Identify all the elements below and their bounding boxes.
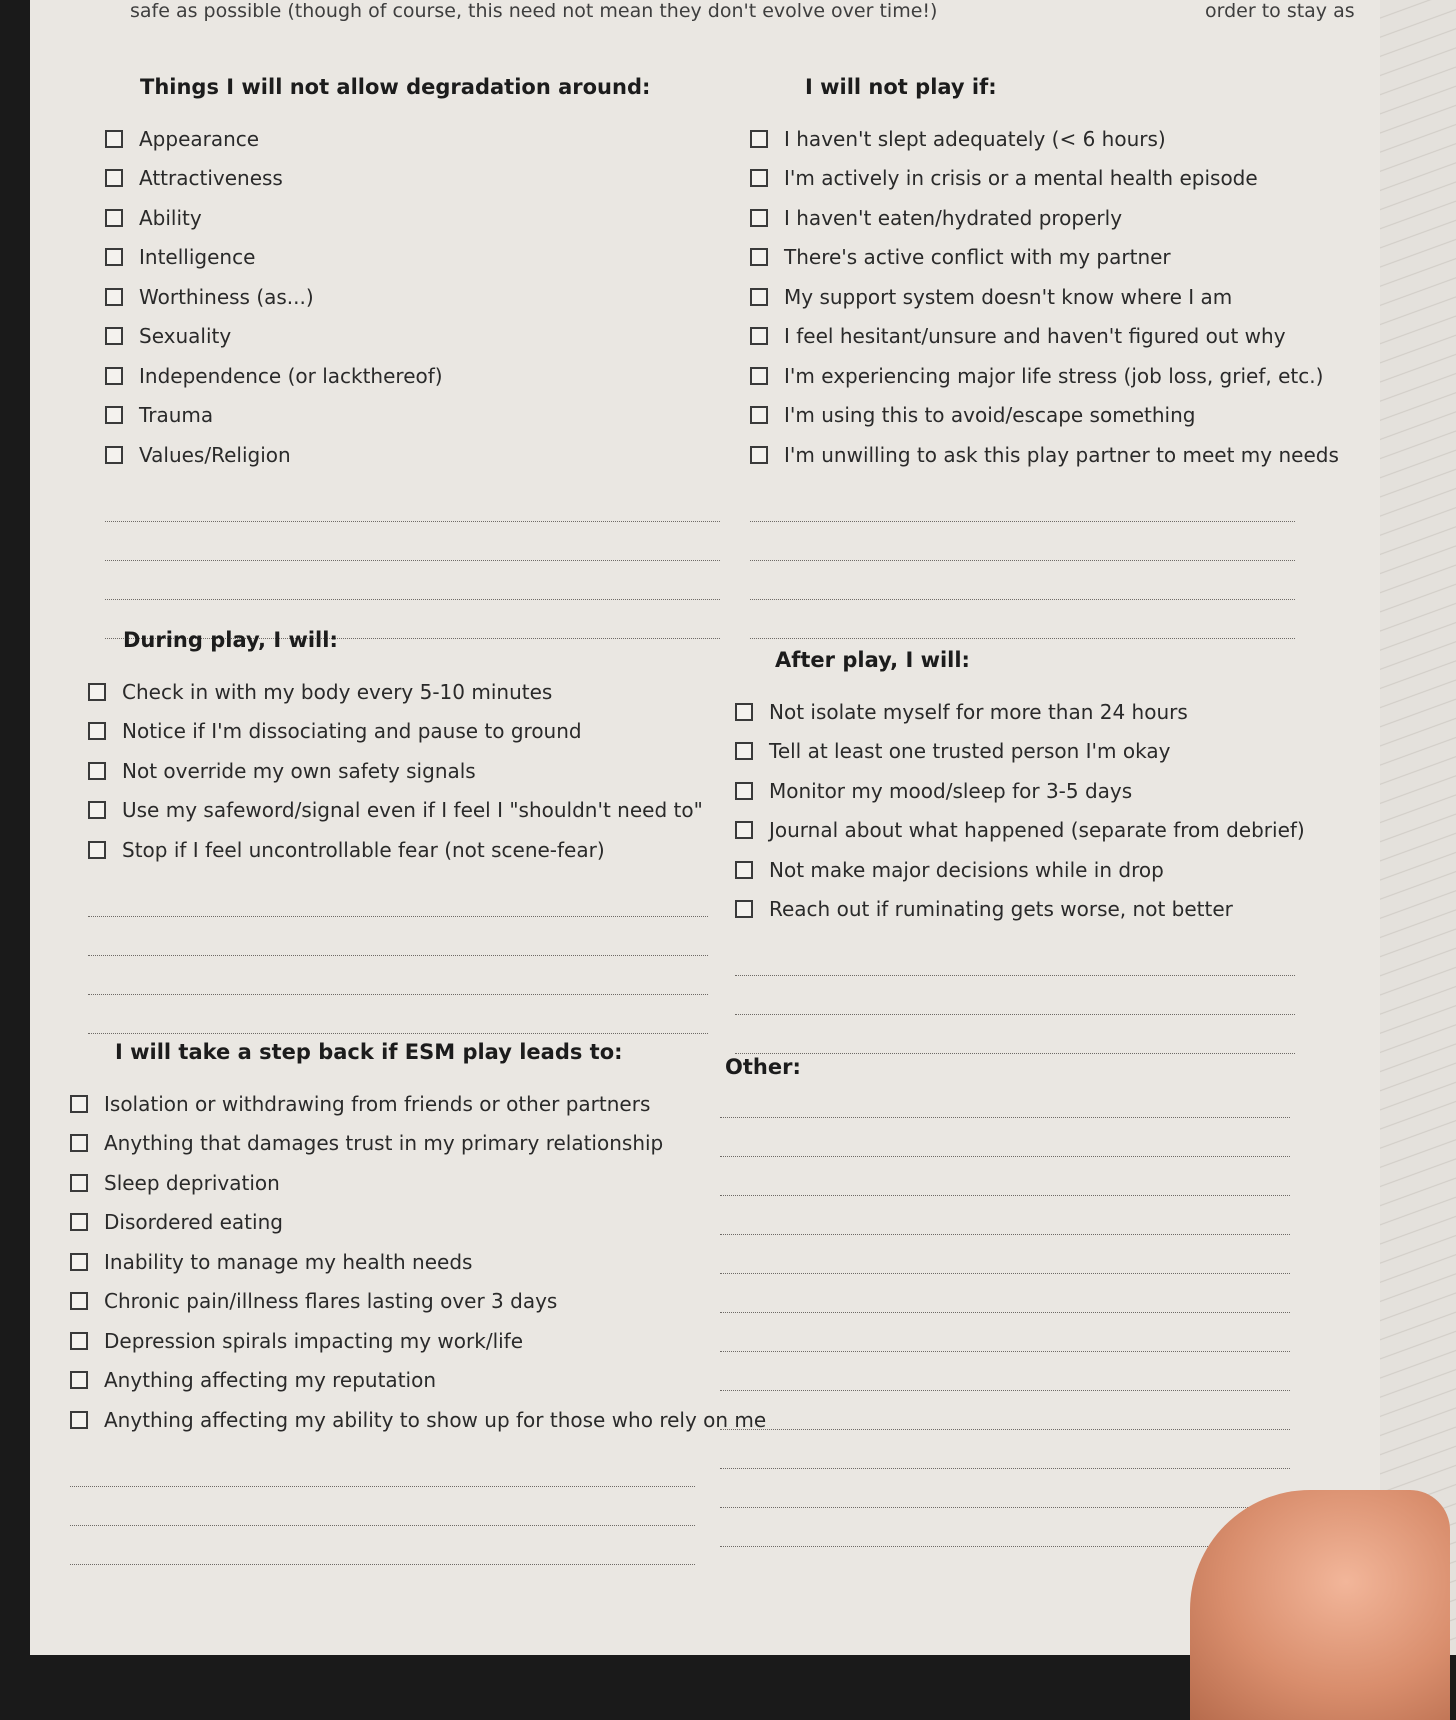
degradation-heading: Things I will not allow degradation around: [140,75,651,99]
checkbox[interactable] [105,130,123,148]
blank-writing-line[interactable] [720,1430,1290,1469]
checkbox[interactable] [88,722,106,740]
checklist-item[interactable] [735,692,1295,732]
degradation-writing-lines [105,483,720,639]
checkbox[interactable] [88,801,106,819]
checklist-item[interactable] [105,435,720,475]
blank-writing-line[interactable] [720,1118,1290,1157]
blank-writing-line[interactable] [88,917,708,956]
checkbox[interactable] [70,1174,88,1192]
checklist-item[interactable] [750,119,1295,159]
step-back-writing-lines [70,1448,695,1565]
checkbox[interactable] [105,446,123,464]
blank-writing-line[interactable] [720,1235,1290,1274]
checklist-item-label: I haven't eaten/hydrated properly [784,205,1123,230]
checklist-item-label: Reach out if ruminating gets worse, not better [769,897,1233,922]
during-play-writing-lines [88,878,708,1034]
blank-writing-line[interactable] [70,1448,695,1487]
blank-writing-line[interactable] [750,600,1295,639]
blank-writing-line[interactable] [70,1526,695,1565]
checkbox[interactable] [105,327,123,345]
checklist-item-label: Journal about what happened (separate from debrief) [769,818,1305,843]
checklist-item[interactable] [70,1163,695,1203]
checkbox[interactable] [750,130,768,148]
blank-writing-line[interactable] [720,1469,1290,1508]
checklist-item[interactable] [750,435,1339,475]
checklist-item[interactable] [735,732,1295,772]
checklist-item-label: Chronic pain/illness flares lasting over 3 days [104,1289,558,1314]
checklist-item[interactable] [88,712,708,752]
checklist-item[interactable] [105,119,720,159]
blank-writing-line[interactable] [750,561,1295,600]
thumb [1190,1490,1450,1720]
top-right-fragment: order to stay as [1205,0,1355,22]
blank-writing-line[interactable] [720,1157,1290,1196]
checklist-item[interactable] [105,356,720,396]
checkbox[interactable] [750,327,768,345]
blank-writing-line[interactable] [735,976,1295,1015]
checklist-item-label: Not make major decisions while in drop [769,857,1164,882]
checklist-item-label: Sleep deprivation [104,1170,280,1195]
checklist-item-label: I'm using this to avoid/escape something [784,403,1196,428]
checklist-item[interactable] [750,277,1295,317]
degradation-section [105,75,720,639]
blank-writing-line[interactable] [750,483,1295,522]
checklist-item[interactable] [70,1242,695,1282]
checkbox[interactable] [735,782,753,800]
checklist-item[interactable] [70,1361,695,1401]
not-play-writing-lines [750,483,1295,639]
blank-writing-line[interactable] [720,1274,1290,1313]
other-section [720,1055,1290,1547]
checkbox[interactable] [105,288,123,306]
checklist-item[interactable] [735,771,1295,811]
top-note: safe as possible (though of course, this need not mean they don't evolve over time!) [130,0,938,22]
step-back-heading: I will take a step back if ESM play leads to: [115,1040,623,1064]
checklist-item[interactable] [750,198,1295,238]
checklist-item[interactable] [88,751,708,791]
checklist-item-label: Anything that damages trust in my primary relationship [104,1131,664,1156]
after-play-section [735,648,1305,1054]
during-play-heading: During play, I will: [123,628,338,652]
checklist-item-label: Notice if I'm dissociating and pause to ground [122,719,582,744]
checklist-item[interactable] [105,396,720,436]
other-writing-lines [720,1079,1290,1547]
checkbox[interactable] [105,169,123,187]
checklist-item-label: Attractiveness [139,166,283,191]
blank-writing-line[interactable] [105,483,720,522]
checklist-item-label: Disordered eating [104,1210,283,1235]
checklist-item[interactable] [70,1203,695,1243]
after-play-writing-lines [735,937,1295,1054]
checklist-item-label: Intelligence [139,245,256,270]
checklist-item-label: Check in with my body every 5-10 minutes [122,679,553,704]
blank-writing-line[interactable] [720,1196,1290,1235]
checklist-item-label: Inability to manage my health needs [104,1249,473,1274]
checkbox[interactable] [750,169,768,187]
during-play-section [88,628,708,1034]
checkbox[interactable] [735,821,753,839]
checklist-item-label: Stop if I feel uncontrollable fear (not scene-fear) [122,837,605,862]
checklist-item-label: Use my safeword/signal even if I feel I "shouldn't need to" [122,798,703,823]
other-heading: Other: [725,1055,801,1079]
checklist-item[interactable] [105,238,720,278]
checkbox[interactable] [735,861,753,879]
step-back-list [70,1084,767,1440]
checklist-item[interactable] [88,672,708,712]
checkbox[interactable] [105,367,123,385]
checkbox[interactable] [88,683,106,701]
checkbox[interactable] [88,841,106,859]
checklist-item[interactable] [70,1400,767,1440]
blank-writing-line[interactable] [70,1487,695,1526]
blank-writing-line[interactable] [105,561,720,600]
checkbox[interactable] [70,1411,88,1429]
checklist-item-label: Not override my own safety signals [122,758,476,783]
checklist-item-label: Ability [139,205,202,230]
checklist-item-label: I'm experiencing major life stress (job loss, grief, etc.) [784,363,1324,388]
checklist-item-label: I'm actively in crisis or a mental health episode [784,166,1258,191]
checkbox[interactable] [105,248,123,266]
checklist-item-label: My support system doesn't know where I am [784,284,1233,309]
checklist-item[interactable] [70,1124,695,1164]
after-play-list [735,692,1305,929]
checklist-item-label: I feel hesitant/unsure and haven't figured out why [784,324,1286,349]
checklist-item-label: Independence (or lackthereof) [139,363,443,388]
checklist-item[interactable] [735,890,1295,930]
blank-writing-line[interactable] [735,1015,1295,1054]
checkbox[interactable] [750,367,768,385]
checkbox[interactable] [750,446,768,464]
not-play-list [750,119,1339,475]
checklist-item[interactable] [70,1084,695,1124]
checklist-item-label: Sexuality [139,324,232,349]
after-play-heading: After play, I will: [775,648,970,672]
checkbox[interactable] [750,248,768,266]
blank-writing-line[interactable] [720,1352,1290,1391]
blank-writing-line[interactable] [720,1508,1290,1547]
checklist-item-label: Values/Religion [139,442,291,467]
checkbox[interactable] [70,1332,88,1350]
checklist-item[interactable] [70,1321,695,1361]
not-play-heading: I will not play if: [805,75,997,99]
step-back-section [70,1040,767,1565]
blank-writing-line[interactable] [88,878,708,917]
checklist-item-label: Depression spirals impacting my work/life [104,1328,524,1353]
checklist-item[interactable] [70,1282,695,1322]
checkbox[interactable] [735,742,753,760]
checkbox[interactable] [70,1134,88,1152]
checkbox[interactable] [735,900,753,918]
not-play-section [750,75,1339,639]
blank-writing-line[interactable] [750,522,1295,561]
checklist-item-label: Monitor my mood/sleep for 3-5 days [769,778,1133,803]
checklist-item[interactable] [105,198,720,238]
checkbox[interactable] [105,209,123,227]
checklist-item-label: Worthiness (as...) [139,284,314,309]
checklist-item[interactable] [88,830,708,870]
checklist-item[interactable] [735,850,1295,890]
checklist-item[interactable] [750,159,1295,199]
checklist-item[interactable] [750,238,1295,278]
checklist-item-label: Appearance [139,126,260,151]
checklist-item-label: Not isolate myself for more than 24 hours [769,699,1188,724]
checkbox[interactable] [70,1371,88,1389]
blank-writing-line[interactable] [720,1391,1290,1430]
checklist-item-label: Trauma [139,403,214,428]
blank-writing-line[interactable] [88,956,708,995]
checkbox[interactable] [88,762,106,780]
checkbox[interactable] [70,1095,88,1113]
checkbox[interactable] [750,288,768,306]
blank-writing-line[interactable] [105,522,720,561]
checklist-item-label: There's active conflict with my partner [784,245,1171,270]
notebook-page [30,0,1380,1655]
blank-writing-line[interactable] [720,1079,1290,1118]
checkbox[interactable] [70,1213,88,1231]
blank-writing-line[interactable] [88,995,708,1034]
checklist-item-label: I haven't slept adequately (< 6 hours) [784,126,1166,151]
checklist-item[interactable] [750,317,1295,357]
checklist-item[interactable] [750,356,1324,396]
checkbox[interactable] [735,703,753,721]
checklist-item[interactable] [105,159,720,199]
checklist-item-label: I'm unwilling to ask this play partner to meet my needs [784,442,1339,467]
checklist-item[interactable] [105,277,720,317]
checklist-item-label: Anything affecting my reputation [104,1368,437,1393]
checklist-item-label: Anything affecting my ability to show up for those who rely on me [104,1407,767,1432]
degradation-list [105,119,720,475]
checklist-item-label: Tell at least one trusted person I'm okay [769,739,1171,764]
blank-writing-line[interactable] [735,937,1295,976]
checklist-item-label: Isolation or withdrawing from friends or other partners [104,1091,651,1116]
checkbox[interactable] [750,209,768,227]
checklist-item[interactable] [105,317,720,357]
checkbox[interactable] [70,1253,88,1271]
checkbox[interactable] [70,1292,88,1310]
checklist-item[interactable] [88,791,708,831]
blank-writing-line[interactable] [720,1313,1290,1352]
checklist-item[interactable] [735,811,1305,851]
during-play-list [88,672,708,870]
checklist-item[interactable] [750,396,1295,436]
checkbox[interactable] [105,406,123,424]
checkbox[interactable] [750,406,768,424]
adjacent-page-edges [1380,0,1456,1655]
